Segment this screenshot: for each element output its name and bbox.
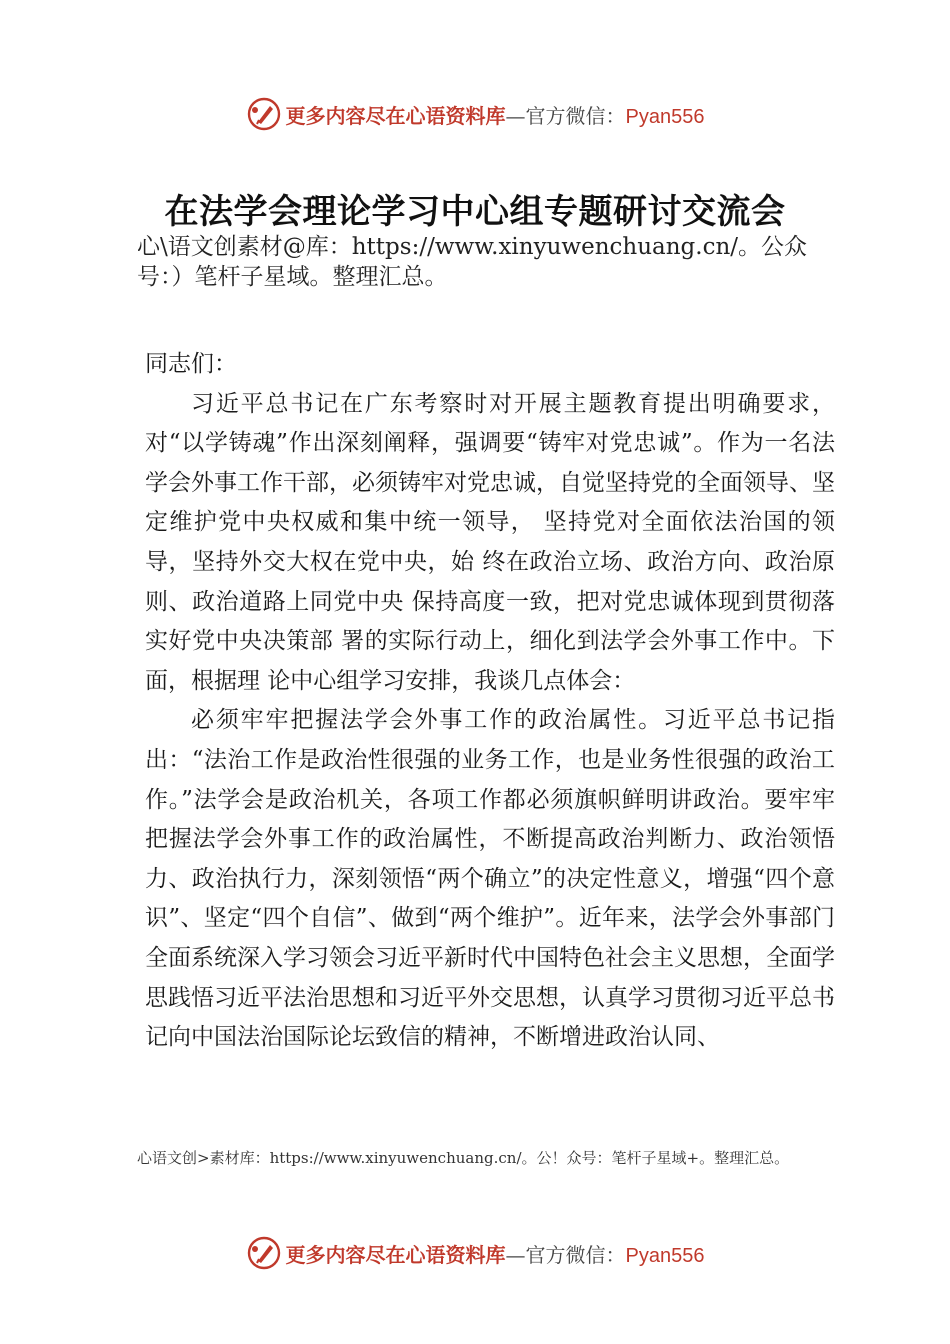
banner-library-name: 更多内容尽在心语资料库 — [285, 103, 506, 128]
banner-wechat-id: Pyan556 — [625, 105, 705, 128]
salutation: 同志们： — [145, 351, 237, 377]
banner-wechat-label: —官方微信： — [505, 1242, 626, 1267]
footer-note: 心语文创>素材库：https://www.xinyuwenchuang.cn/。公！众号：笔杆子星域+。整理汇总。 — [137, 1149, 790, 1167]
footer-banner — [0, 1233, 950, 1273]
source-note: 心\语文创素材@库：https://www.xinyuwenchuang.cn/。公众号：）笔杆子星域。整理汇总。 — [137, 234, 808, 290]
document-body — [145, 345, 835, 1058]
document-title: 在法学会理论学习中心组专题研讨交流会 — [164, 192, 786, 232]
banner-text — [286, 100, 705, 129]
pen-feather-logo-icon — [246, 1235, 282, 1271]
paragraph-1: 习近平总书记在广东考察时对开展主题教育提出明确要求，对“以学铸魂”作出深刻阐释，强调要“铸牢对党忠诚”。作为一名法学会外事工作干部，必须铸牢对党忠诚，自觉坚持党的全面领导、坚定维护党中央权威和集中统一领导， 坚持党对全面依法治国的领导，坚持外交大权在党中央，始 终在政治立场、政治方向、政治原则、政治道路上同党中央 保持高度一致，把对党忠诚体现到贯彻落实好党中央决策部 署的实际行动上，细化到法学会外事工作中。下面，根据理 论中心组学习安排，我谈几点体会： — [145, 390, 835, 694]
banner-library-name: 更多内容尽在心语资料库 — [285, 1242, 506, 1267]
banner-wechat-label: —官方微信： — [505, 103, 626, 128]
banner-text — [286, 1239, 705, 1268]
header-banner — [0, 94, 950, 134]
banner-wechat-id: Pyan556 — [625, 1244, 705, 1267]
pen-feather-logo-icon — [246, 96, 282, 132]
paragraph-2: 必须牢牢把握法学会外事工作的政治属性。习近平总书记指出：“法治工作是政治性很强的业务工作，也是业务性很强的政治工作。”法学会是政治机关，各项工作都必须旗帜鲜明讲政治。要牢牢把握法学会外事工作的政治属性，不断提高政治判断力、政治领悟力、政治执行力，深刻领悟“两个确立”的决定性意义，增强“四个意识”、坚定“四个自信”、做到“两个维护”。近年来，法学会外事部门全面系统深入学习领会习近平新时代中国特色社会主义思想，全面学思践悟习近平法治思想和习近平外交思想，认真学习贯彻习近平总书记向中国法治国际论坛致信的精神，不断增进政治认同、 — [145, 707, 835, 1051]
